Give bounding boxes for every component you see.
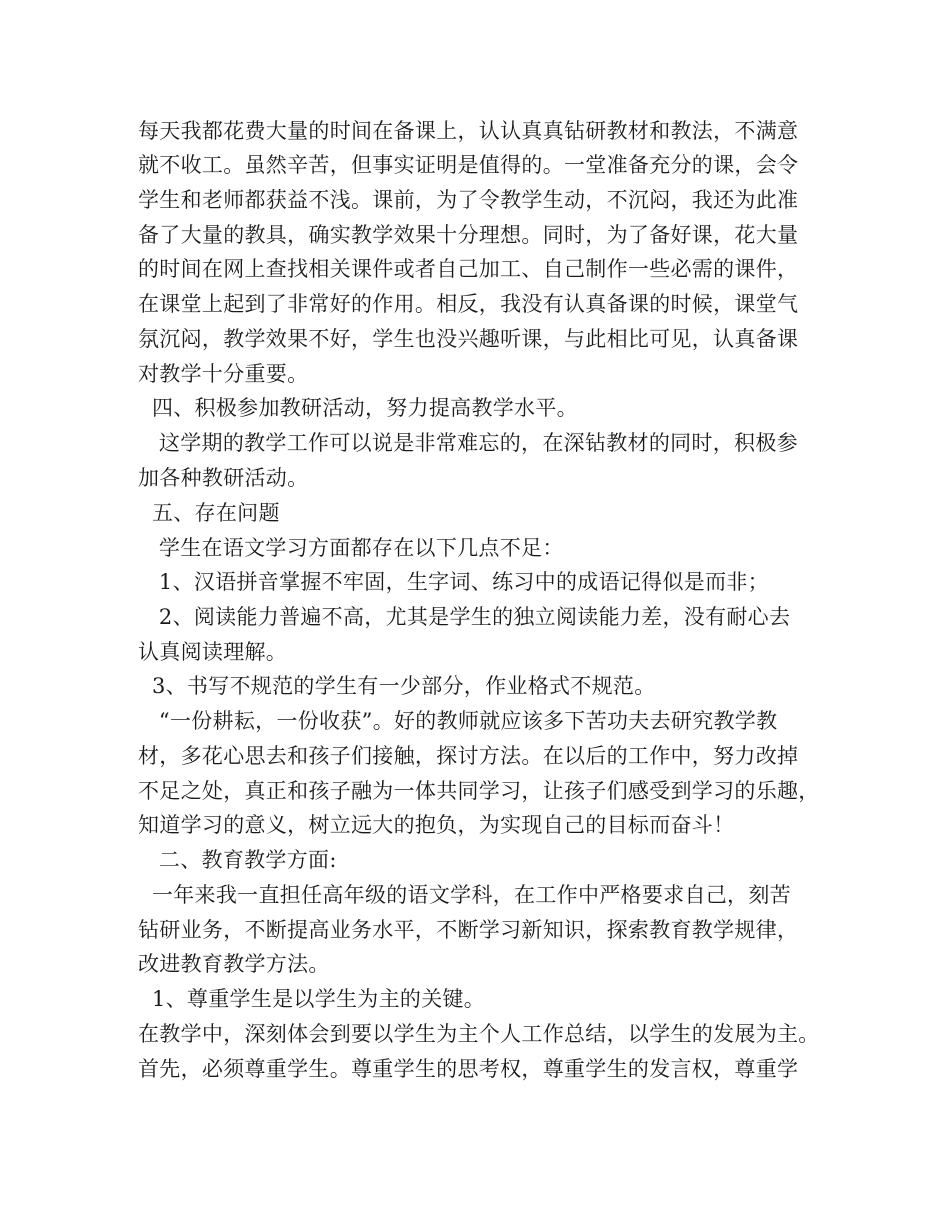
text-line: 在课堂上起到了非常好的作用。相反，我没有认真备课的时候，课堂气 [138,292,799,316]
section-heading: 四、积极参加教研活动，努力提高教学水平。 [138,396,578,420]
text-line: 氛沉闷，教学效果不好，学生也没兴趣听课，与此相比可见，认真备课 [138,327,799,351]
text-line: 认真阅读理解。 [138,640,288,664]
text-line: 在教学中，深刻体会到要以学生为主个人工作总结，以学生的发展为主。 [138,1022,820,1046]
text-line: 一年来我一直担任高年级的语文学科，在工作中严格要求自己，刻苦 [138,883,791,907]
section-heading: 五、存在问题 [138,501,280,525]
text-line: 备了大量的教具，确实教学效果十分理想。同时，为了备好课，花大量 [138,223,799,247]
text-line: 就不收工。虽然辛苦，但事实证明是值得的。一堂准备充分的课，会令 [138,153,799,177]
list-item: 1、汉语拼音掌握不牢固，生字词、练习中的成语记得似是而非； [138,570,769,594]
text-line: 对教学十分重要。 [138,362,309,386]
text-line: 首先，必须尊重学生。尊重学生的思考权，尊重学生的发言权，尊重学 [138,1057,799,1081]
text-line: 加各种教研活动。 [138,466,309,490]
text-line: 每天我都花费大量的时间在备课上，认认真真钻研教材和教法，不满意 [138,119,799,143]
text-line: 的时间在网上查找相关课件或者自己加工、自己制作一些必需的课件， [138,257,799,281]
text-line: 材，多花心思去和孩子们接触，探讨方法。在以后的工作中，努力改掉 [138,744,799,768]
text-line: 学生和老师都获益不浅。课前，为了令教学生动，不沉闷，我还为此准 [138,188,799,212]
list-item: 1、尊重学生是以学生为主的关键。 [138,987,486,1011]
text-line: 学生在语文学习方面都存在以下几点不足： [138,536,564,560]
list-item: 2、阅读能力普遍不高，尤其是学生的独立阅读能力差，没有耐心去 [138,605,791,629]
text-line: 改进教育教学方法。 [138,952,330,976]
section-heading: 二、教育教学方面: [138,848,337,872]
text-line: “一份耕耘，一份收获”。好的教师就应该多下苦功夫去研究教学教 [138,709,778,733]
text-line: 钻研业务，不断提高业务水平，不断学习新知识，探索教育教学规律， [138,918,799,942]
list-item: 3、书写不规范的学生有一少部分，作业格式不规范。 [138,674,656,698]
text-line: 不足之处，真正和孩子融为一体共同学习，让孩子们感受到学习的乐趣， [138,779,820,803]
text-line: 知道学习的意义，树立远大的抱负，为实现自己的目标而奋斗！ [138,813,735,837]
text-line: 这学期的教学工作可以说是非常难忘的，在深钻教材的同时，积极参 [138,431,798,455]
